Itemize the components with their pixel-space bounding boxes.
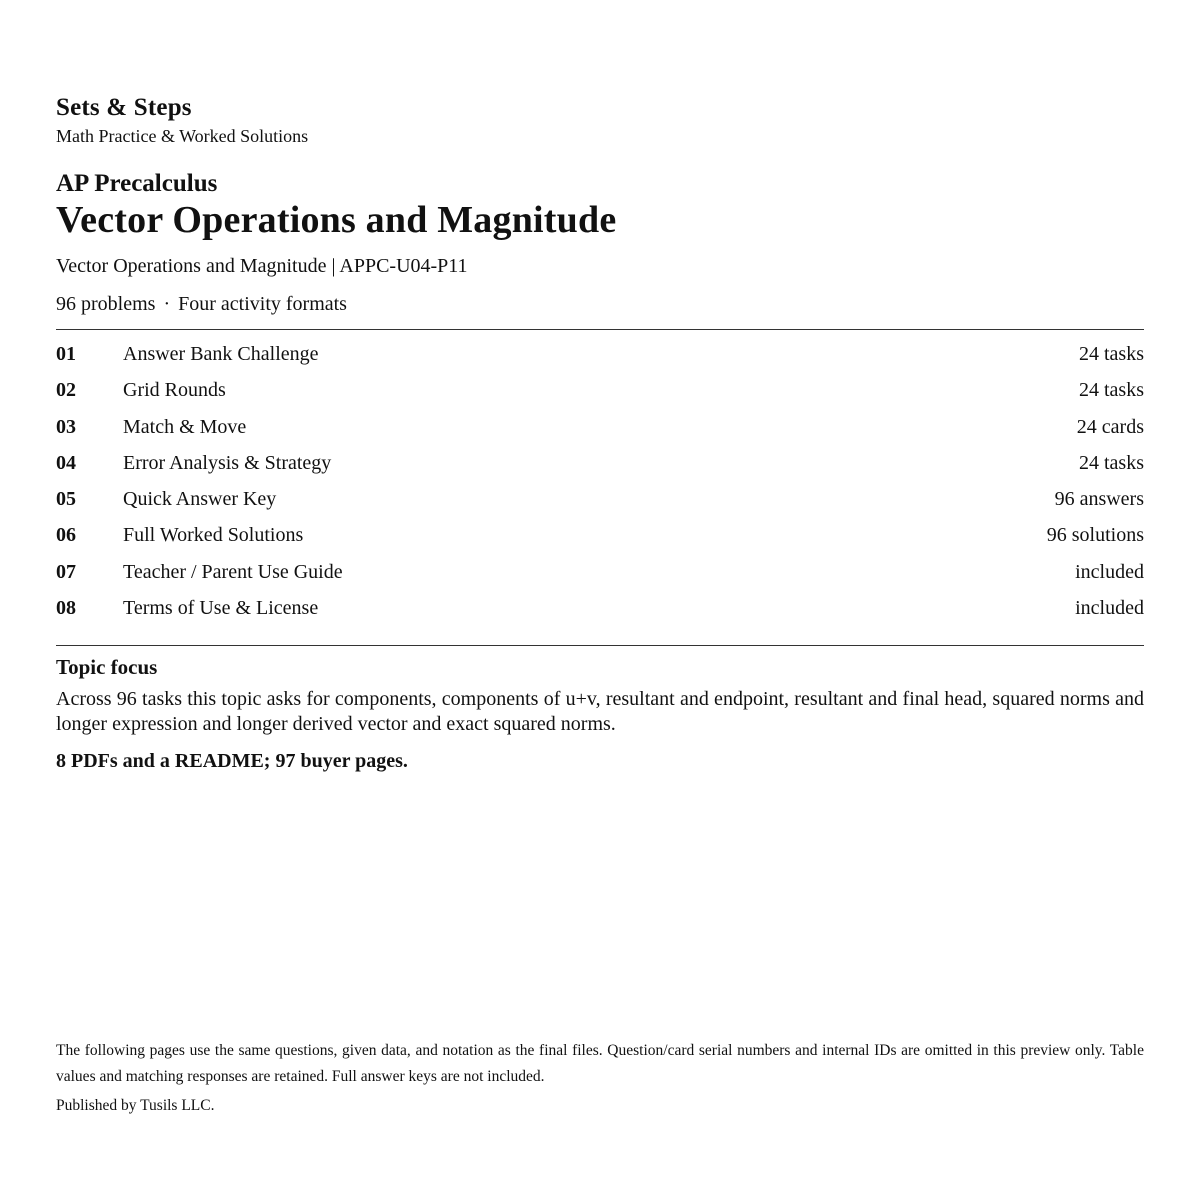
preview-disclaimer: The following pages use the same questions, given data, and notation as the final files. Question/card serial numbers and internal IDs are omitted in this preview only. Table values and matching responses are retained. Full answer keys are not included. — [56, 1042, 1144, 1085]
brand-tagline: Math Practice & Worked Solutions — [56, 126, 309, 146]
brand-name: Sets & Steps — [56, 94, 192, 121]
contents-item-count: 24 tasks — [1079, 343, 1144, 365]
contents-item-label: Teacher / Parent Use Guide — [123, 560, 343, 583]
contents-item-count: 24 tasks — [1079, 379, 1144, 402]
contents-item-label: Full Worked Solutions — [123, 524, 304, 547]
contents-item-number: 02 — [56, 379, 76, 402]
deliverables-summary: 8 PDFs and a README; 97 buyer pages. — [56, 750, 408, 772]
contents-item — [56, 336, 1144, 372]
product-meta — [56, 293, 347, 316]
contents-item — [56, 517, 1144, 553]
contents-item — [56, 554, 1144, 590]
contents-item-number: 08 — [56, 597, 76, 620]
contents-item-label: Error Analysis & Strategy — [123, 451, 332, 474]
contents-item — [56, 445, 1144, 481]
page-subtitle: Vector Operations and Magnitude | APPC-U04-P11 — [56, 255, 468, 277]
page-title: Vector Operations and Magnitude — [56, 199, 617, 241]
contents-item-number: 05 — [56, 488, 76, 511]
contents-item-label: Grid Rounds — [123, 379, 226, 402]
contents-item-number: 04 — [56, 451, 76, 474]
contents-item-count: included — [1075, 597, 1144, 620]
topic-focus-text: Across 96 tasks this topic asks for components, components of u+v, resultant and endpoint, resultant and final head, squared norms and longer expression and longer derived vector and exact squared norms. — [56, 688, 1144, 735]
format-count: Four activity formats — [178, 293, 347, 315]
contents-item — [56, 409, 1144, 445]
contents-item — [56, 481, 1144, 517]
topic-focus-heading: Topic focus — [56, 655, 158, 679]
contents-item-count: 24 tasks — [1079, 451, 1144, 474]
contents-item-label: Terms of Use & License — [123, 597, 319, 620]
contents-item — [56, 590, 1144, 626]
contents-item-label: Match & Move — [123, 415, 247, 438]
contents-item-label: Answer Bank Challenge — [123, 343, 319, 365]
contents-item — [56, 372, 1144, 408]
contents-item-number: 06 — [56, 524, 76, 547]
contents-item-label: Quick Answer Key — [123, 488, 277, 511]
contents-item-count: 96 solutions — [1046, 524, 1144, 547]
document-page — [56, 0, 1144, 1200]
contents-item-count: 96 answers — [1054, 488, 1144, 511]
bottom-divider — [56, 645, 1144, 646]
publisher-line: Published by Tusils LLC. — [56, 1097, 215, 1114]
course-name: AP Precalculus — [56, 170, 218, 197]
contents-list — [56, 336, 1144, 626]
contents-item-count: included — [1075, 560, 1144, 583]
top-divider — [56, 329, 1144, 330]
contents-item-number: 03 — [56, 415, 76, 438]
meta-separator: · — [163, 293, 171, 315]
contents-item-number: 07 — [56, 560, 76, 583]
contents-item-count: 24 cards — [1076, 415, 1144, 438]
contents-item-number: 01 — [56, 343, 76, 365]
problem-count: 96 problems — [56, 293, 156, 315]
